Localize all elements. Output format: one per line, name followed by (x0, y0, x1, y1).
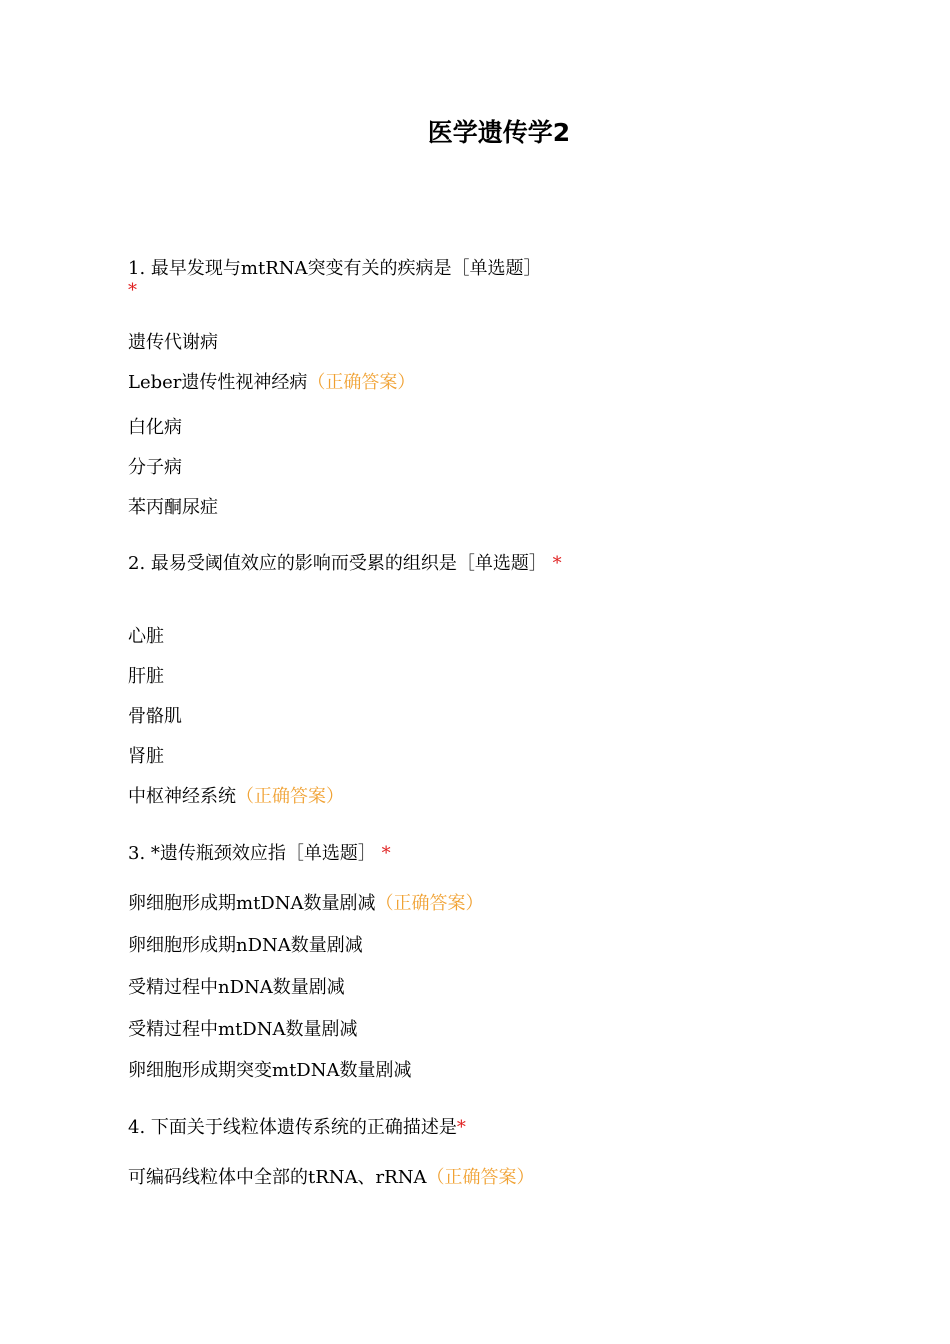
option[interactable] (128, 932, 363, 960)
option-text: 肾脏 (128, 746, 164, 767)
option-text: 受精过程中nDNA数量剧减 (128, 977, 345, 998)
option-text: 心脏 (128, 626, 164, 647)
question-title (128, 553, 590, 575)
required-mark: * (456, 1117, 466, 1138)
question-title (128, 1117, 590, 1139)
option[interactable] (128, 454, 182, 482)
question-title-text: 3. *遗传瓶颈效应指［单选题］ (128, 843, 376, 864)
correct-answer-tag: （正确答案） (426, 1167, 535, 1188)
required-mark: * (128, 280, 137, 301)
option-text: 苯丙酮尿症 (128, 497, 218, 518)
option[interactable] (128, 974, 345, 1002)
option[interactable] (128, 1057, 411, 1085)
option[interactable] (128, 329, 218, 357)
option-text: 卵细胞形成期nDNA数量剧减 (128, 935, 363, 956)
option[interactable] (128, 1016, 357, 1044)
option[interactable] (128, 494, 218, 522)
required-mark: * (552, 553, 562, 574)
option-text: 中枢神经系统 (128, 786, 236, 807)
question-title (128, 258, 590, 302)
option[interactable] (128, 414, 182, 442)
question-title-text: 2. 最易受阈值效应的影响而受累的组织是［单选题］ (128, 553, 547, 574)
option[interactable] (128, 369, 415, 397)
option[interactable] (128, 623, 164, 651)
option[interactable] (128, 890, 483, 918)
option[interactable] (128, 703, 182, 731)
page-title: 医学遗传学2 (427, 118, 571, 147)
option-text: Leber遗传性视神经病 (128, 372, 308, 393)
question-title-text: 4. 下面关于线粒体遗传系统的正确描述是 (128, 1117, 457, 1138)
option-text: 卵细胞形成期mtDNA数量剧减 (128, 893, 376, 914)
option[interactable] (128, 663, 164, 691)
option-text: 受精过程中mtDNA数量剧减 (128, 1019, 358, 1040)
option-text: 可编码线粒体中全部的tRNA、rRNA (128, 1167, 427, 1188)
option-text: 分子病 (128, 457, 182, 478)
option[interactable] (128, 743, 164, 771)
option-text: 白化病 (128, 417, 182, 438)
option[interactable] (128, 783, 344, 811)
option[interactable] (128, 1164, 534, 1192)
correct-answer-tag: （正确答案） (375, 893, 484, 914)
option-text: 肝脏 (128, 666, 164, 687)
required-mark: * (381, 843, 391, 864)
option-text: 卵细胞形成期突变mtDNA数量剧减 (128, 1060, 412, 1081)
option-text: 遗传代谢病 (128, 332, 218, 353)
question-title-text: 1. 最早发现与mtRNA突变有关的疾病是［单选题］ (128, 258, 542, 279)
correct-answer-tag: （正确答案） (236, 786, 344, 807)
correct-answer-tag: （正确答案） (307, 372, 416, 393)
question-title (128, 843, 590, 865)
option-text: 骨骼肌 (128, 706, 182, 727)
